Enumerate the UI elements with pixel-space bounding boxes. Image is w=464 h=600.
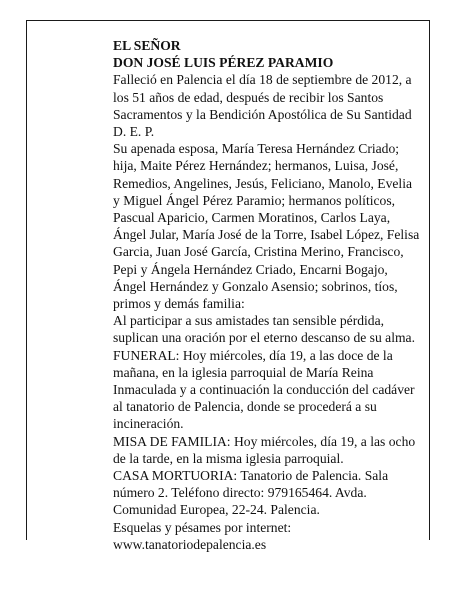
funeral-info: FUNERAL: Hoy miércoles, día 19, a las doce de la mañana, en la iglesia parroquial de María Reina Inmaculada y a continuación la conducción del cadáver al tanatorio de Palencia, donde se procederá a su incineración.	[113, 347, 415, 432]
deceased-name: DON JOSÉ LUIS PÉREZ PARAMIO	[113, 55, 334, 71]
condolences-label: Esquelas y pésames por internet:	[113, 519, 292, 535]
obituary-notice	[113, 37, 421, 553]
website-text: www.tanatoriodepalencia.es	[113, 536, 267, 552]
title-line-1: EL SEÑOR	[113, 38, 181, 53]
prayer-request: Al participar a sus amistades tan sensible pérdida, suplican una oración por el eterno descanso de su alma.	[113, 313, 415, 346]
rip-text: D. E. P.	[113, 124, 155, 140]
family-list: Su apenada esposa, María Teresa Hernández Criado; hija, Maite Pérez Hernández; hermanos, Luisa, José, Remedios, Angelines, Jesús, Feliciano, Manolo, Evelia y Miguel Ángel Pérez Paramio; hermanos políticos, Pascual Aparicio, Carmen Moratinos, Carlos Laya, Ángel Jular, María José de la Torre, Isabel López, Felisa Garcia, Juan José García, Cristina Merino, Francisco, Pepi y Ángela Hernández Criado, Encarni Bogajo, Ángel Hernández y Gonzalo Asensio; sobrinos, tíos, primos y demás familia:	[113, 141, 420, 312]
death-notice: Falleció en Palencia el día 18 de septiembre de 2012, a los 51 años de edad, después de recibir los Santos Sacramentos y la Bendición Apostólica de Su Santidad	[113, 72, 412, 122]
family-mass-info: MISA DE FAMILIA: Hoy miércoles, día 19, a las ocho de la tarde, en la misma iglesia parroquial.	[113, 433, 416, 466]
funeral-home-info: CASA MORTUORIA: Tanatorio de Palencia. Sala número 2. Teléfono directo: 979165464. Avda. Comunidad Europea, 22-24. Palencia.	[113, 468, 389, 518]
